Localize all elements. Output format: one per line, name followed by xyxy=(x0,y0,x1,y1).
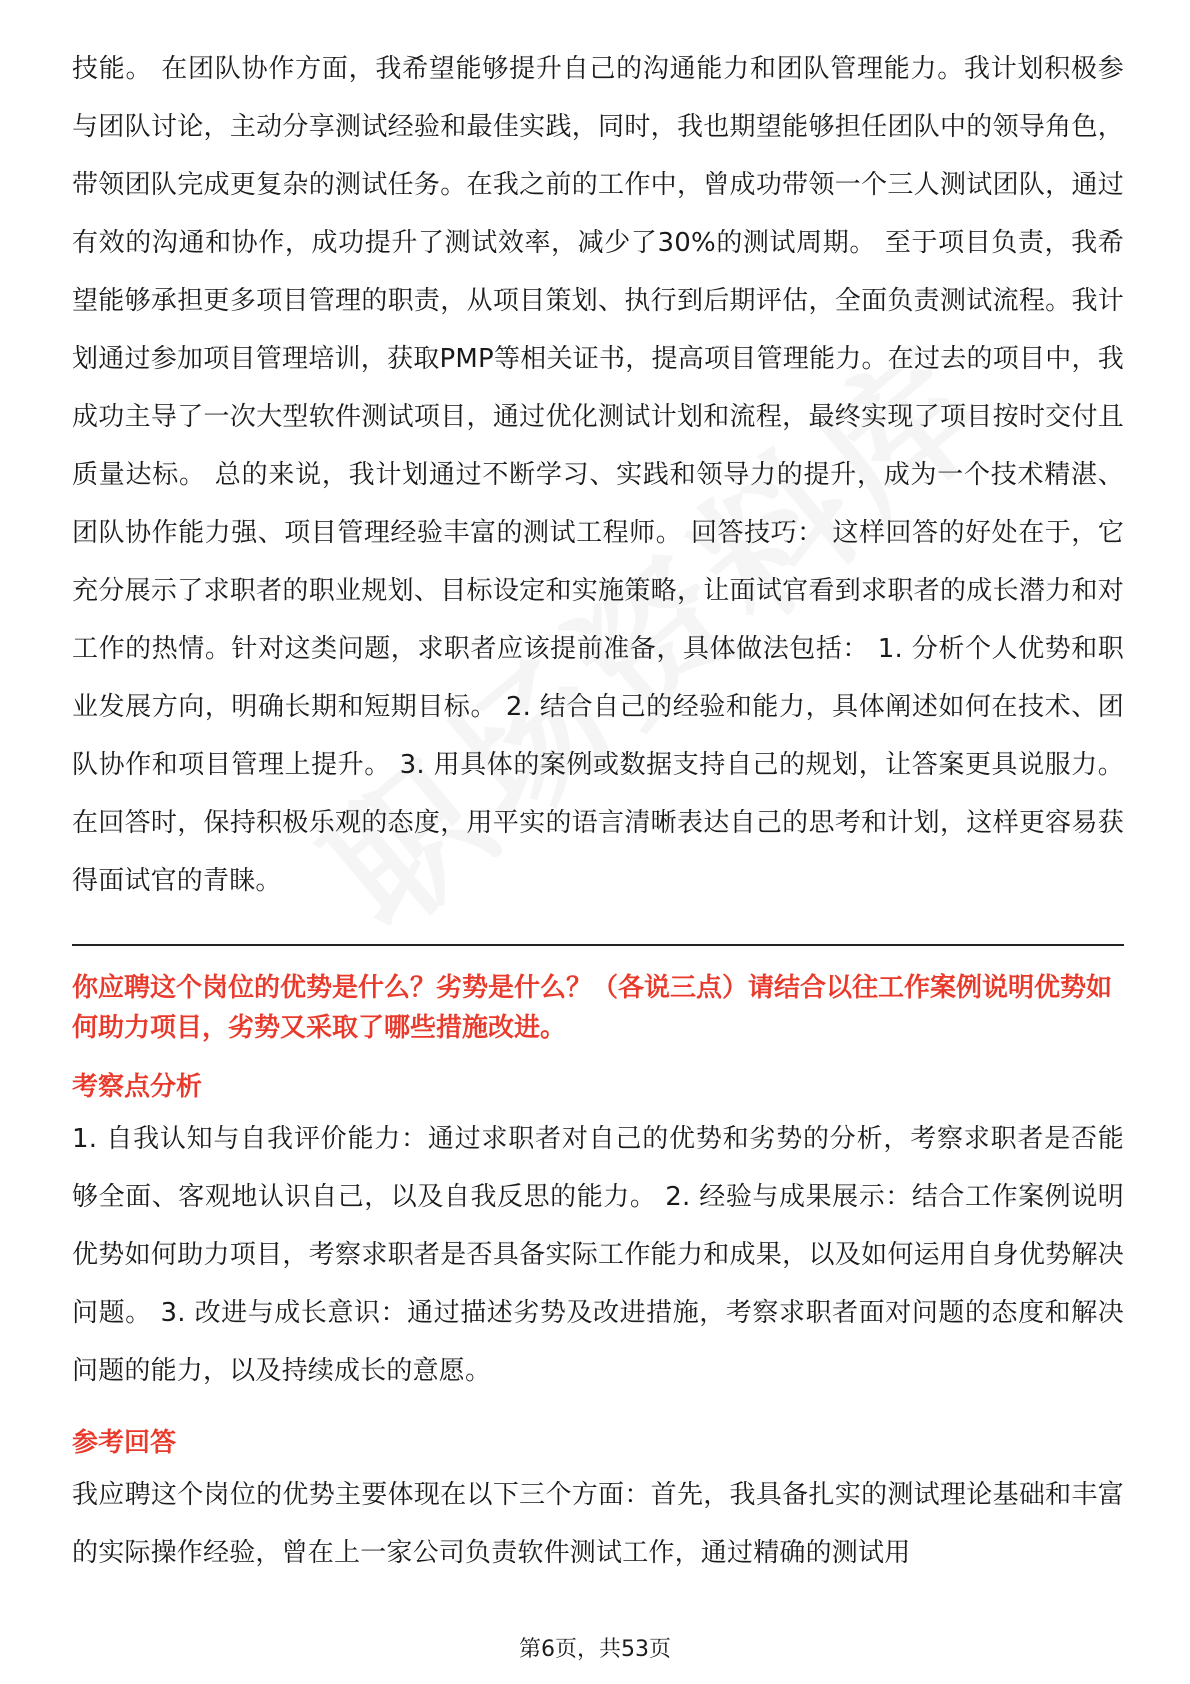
analysis-heading: 考察点分析 xyxy=(72,1072,203,1102)
question-title: 你应聘这个岗位的优势是什么？劣势是什么？（各说三点）请结合以往工作案例说明优势如何助力项目，劣势又采取了哪些措施改进。 xyxy=(72,973,1113,1043)
intro-paragraph: 技能。 在团队协作方面，我希望能够提升自己的沟通能力和团队管理能力。我计划积极参与团队讨论，主动分享测试经验和最佳实践，同时，我也期望能够担任团队中的领导角色，带领团队完成更复杂的测试任务。在我之前的工作中，曾成功带领一个三人测试团队，通过有效的沟通和协作，成功提升了测试效率，减少了30%的测试周期。 至于项目负责，我希望能够承担更多项目管理的职责，从项目策划、执行到后期评估，全面负责测试流程。我计划通过参加项目管理培训，获取PMP等相关证书，提高项目管理能力。在过去的项目中，我成功主导了一次大型软件测试项目，通过优化测试计划和流程，最终实现了项目按时交付且质量达标。 总的来说，我计划通过不断学习、实践和领导力的提升，成为一个技术精湛、团队协作能力强、项目管理经验丰富的测试工程师。 回答技巧： 这样回答的好处在于，它充分展示了求职者的职业规划、目标设定和实施策略，让面试官看到求职者的成长潜力和对工作的热情。针对这类问题，求职者应该提前准备，具体做法包括： 1. 分析个人优势和职业发展方向，明确长期和短期目标。 2. 结合自己的经验和能力，具体阐述如何在技术、团队协作和项目管理上提升。 3. 用具体的案例或数据支持自己的规划，让答案更具说服力。 在回答时，保持积极乐观的态度，用平实的语言清晰表达自己的思考和计划，这样更容易获得面试官的青睐。 xyxy=(72,54,1125,896)
section-divider xyxy=(72,944,1124,946)
page-number-footer: 第6页，共53页 xyxy=(519,1637,671,1662)
document-page xyxy=(72,40,1124,1582)
reference-answer-body: 我应聘这个岗位的优势主要体现在以下三个方面：首先，我具备扎实的测试理论基础和丰富的实际操作经验，曾在上一家公司负责软件测试工作，通过精确的测试用 xyxy=(72,1480,1124,1568)
analysis-body: 1. 自我认知与自我评价能力：通过求职者对自己的优势和劣势的分析，考察求职者是否能够全面、客观地认识自己，以及自我反思的能力。 2. 经验与成果展示：结合工作案例说明优势如何助力项目，考察求职者是否具备实际工作能力和成果，以及如何运用自身优势解决问题。 3. 改进与成长意识：通过描述劣势及改进措施，考察求职者面对问题的态度和解决问题的能力，以及持续成长的意愿。 xyxy=(72,1124,1124,1386)
reference-answer-heading: 参考回答 xyxy=(72,1428,177,1458)
